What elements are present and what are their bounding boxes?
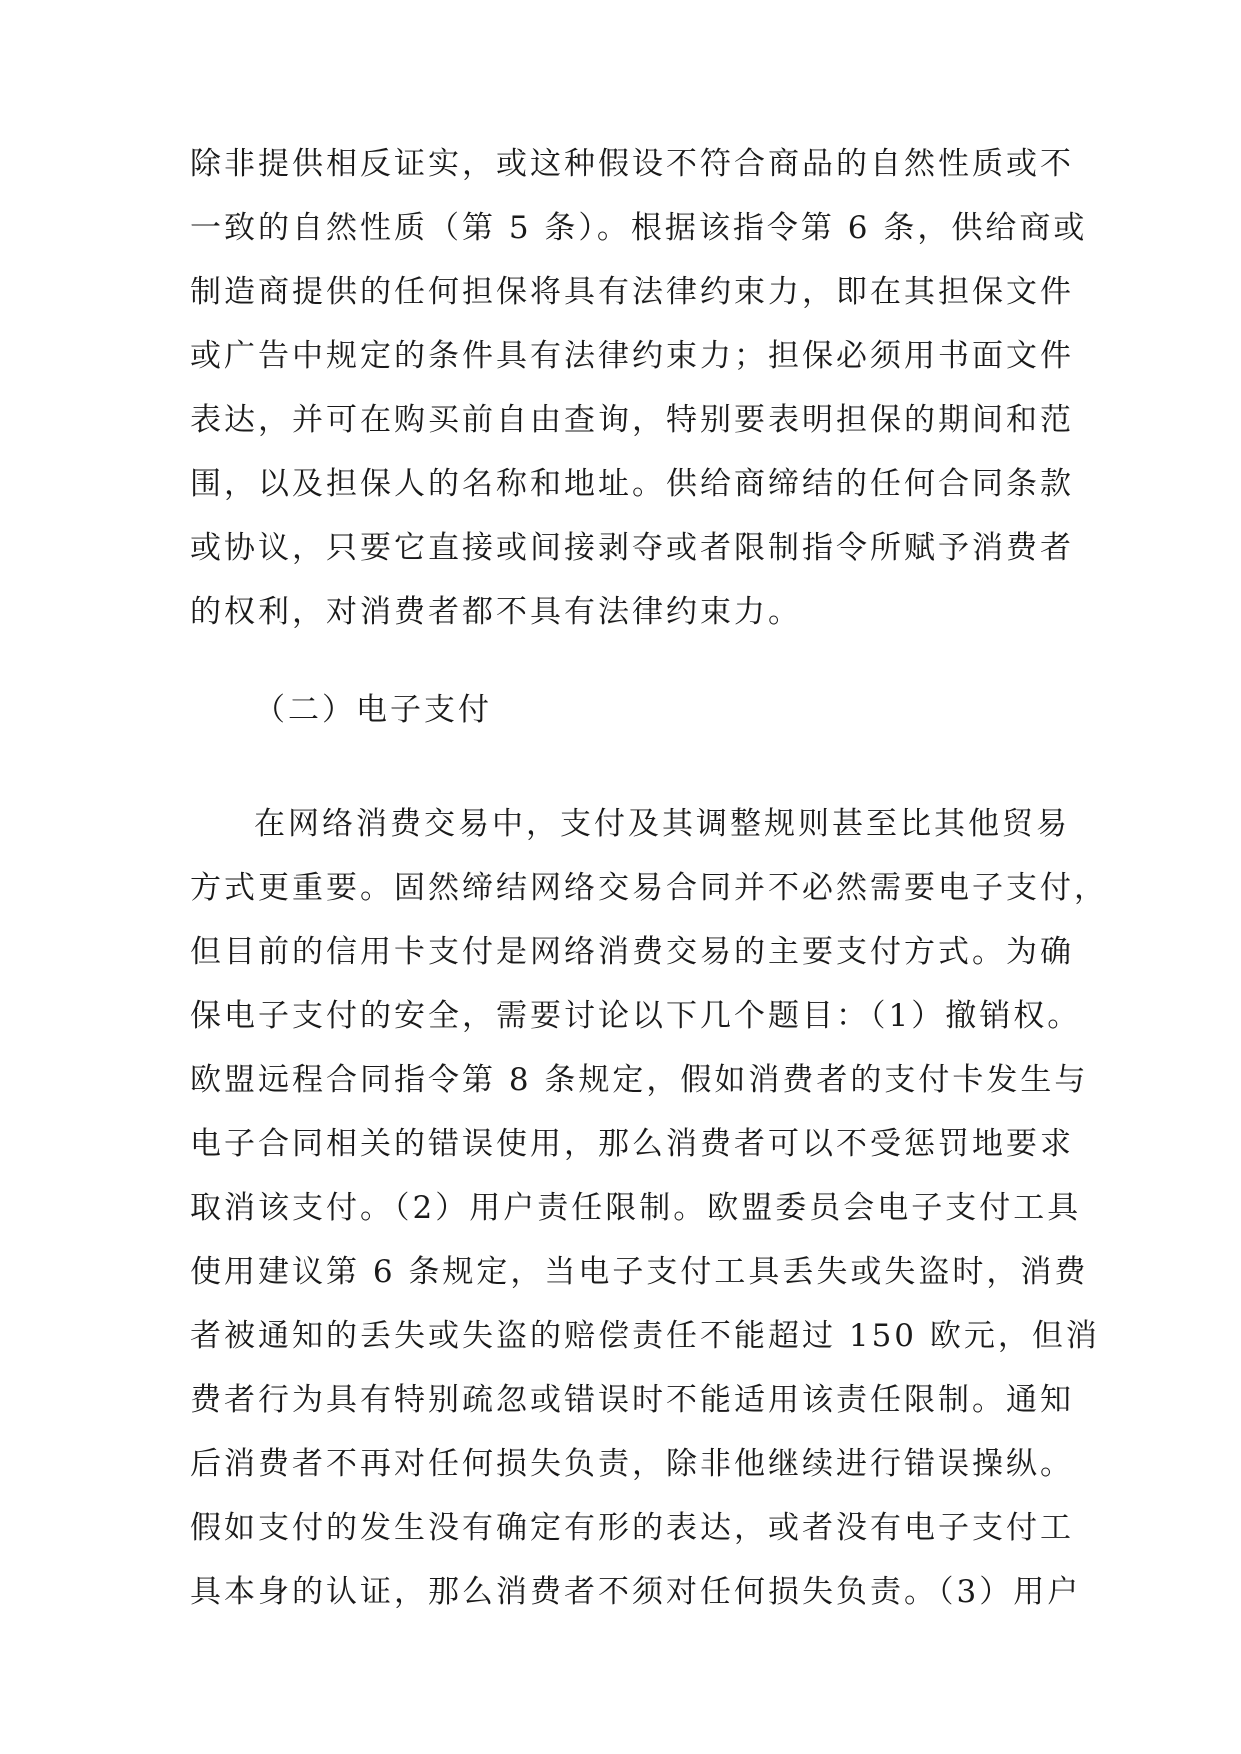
paragraph-2 [190,792,1108,1624]
text-line: 在网络消费交易中，支付及其调整规则甚至比其他贸易 [254,806,1070,842]
text-line: 假如支付的发生没有确定有形的表达，或者没有电子支付工 [190,1510,1074,1546]
text-line: 围，以及担保人的名称和地址。供给商缔结的任何合同条款 [190,466,1074,502]
section-heading-text: （二）电子支付 [254,692,492,728]
text-line: 制造商提供的任何担保将具有法律约束力，即在其担保文件 [190,274,1074,310]
text-line: 欧盟远程合同指令第 8 条规定，假如消费者的支付卡发生与 [190,1062,1089,1098]
section-heading [190,678,1070,742]
text-line: 后消费者不再对任何损失负责，除非他继续进行错误操纵。 [190,1446,1074,1482]
text-line: 使用建议第 6 条规定，当电子支付工具丢失或失盗时，消费 [190,1254,1089,1290]
text-line: 或协议，只要它直接或间接剥夺或者限制指令所赋予消费者 [190,530,1074,566]
text-line: 电子合同相关的错误使用，那么消费者可以不受惩罚地要求 [190,1126,1074,1162]
text-line: 但目前的信用卡支付是网络消费交易的主要支付方式。为确 [190,934,1074,970]
paragraph-1 [190,132,1088,644]
text-line: 具本身的认证，那么消费者不须对任何损失负责。（3）用户 [190,1574,1082,1610]
text-line: 保电子支付的安全，需要讨论以下几个题目：（1）撤销权。 [190,998,1082,1034]
text-line: 者被通知的丢失或失盗的赔偿责任不能超过 150 欧元，但消 [190,1318,1100,1354]
text-line: 的权利，对消费者都不具有法律约束力。 [190,594,802,630]
text-line: 除非提供相反证实，或这种假设不符合商品的自然性质或不 [190,146,1074,182]
text-line: 取消该支付。（2）用户责任限制。欧盟委员会电子支付工具 [190,1190,1082,1226]
text-line: 一致的自然性质（第 5 条）。根据该指令第 6 条，供给商或 [190,210,1088,246]
text-line: 表达，并可在购买前自由查询，特别要表明担保的期间和范 [190,402,1074,438]
text-line: 方式更重要。固然缔结网络交易合同并不必然需要电子支付， [190,870,1108,906]
text-line: 或广告中规定的条件具有法律约束力；担保必须用书面文件 [190,338,1074,374]
text-line: 费者行为具有特别疏忽或错误时不能适用该责任限制。通知 [190,1382,1074,1418]
